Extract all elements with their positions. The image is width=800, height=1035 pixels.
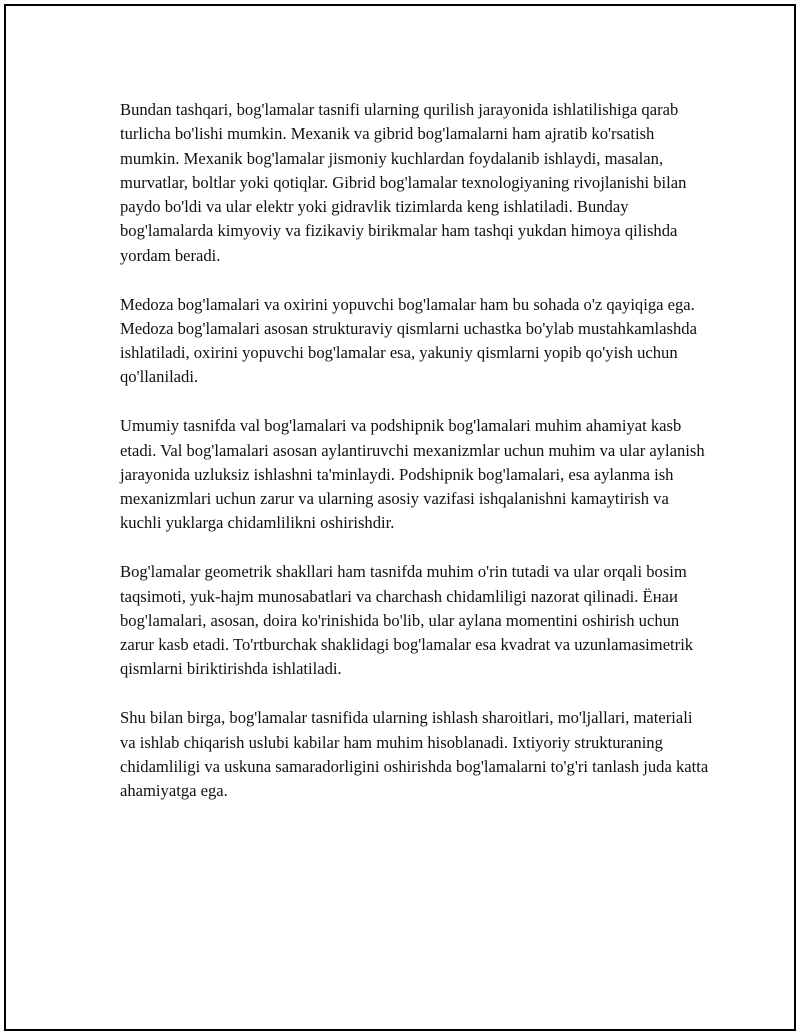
document-body <box>120 98 710 828</box>
paragraph-1: Bundan tashqari, bog'lamalar tasnifi ularning qurilish jarayonida ishlatilishiga qarab turlicha bo'lishi mumkin. Mexanik va gibrid bog'lamalarni ham ajratib ko'rsatish mumkin. Mexanik bog'lamalar jismoniy kuchlardan foydalanib ishlaydi, masalan, murvatlar, boltlar yoki qotiqlar. Gibrid bog'lamalar texnologiyaning rivojlanishi bilan paydo bo'ldi va ular elektr yoki gidravlik tizimlarda keng ishlatiladi. Bunday bog'lamalarda kimyoviy va fizikaviy birikmalar ham tashqi yukdan himoya qilishda yordam beradi. <box>120 100 687 265</box>
paragraph-2: Medoza bog'lamalari va oxirini yopuvchi bog'lamalar ham bu sohada o'z qayiqiga ega. Medoza bog'lamalari asosan strukturaviy qismlarni uchastka bo'ylab mustahkamlashda ishlatiladi, oxirini yopuvchi bog'lamalar esa, yakuniy qismlarni yopib qo'yish uchun qo'llaniladi. <box>120 294 697 387</box>
paragraph-3: Umumiy tasnifda val bog'lamalari va podshipnik bog'lamalari muhim ahamiyat kasb etadi. Val bog'lamalari asosan aylantiruvchi mexanizmlar uchun muhim va ular aylanish jarayonida uzluksiz ishlashni ta'minlaydi. Podshipnik bog'lamalari, esa aylanma ish mexanizmlari uchun zarur va ularning asosiy vazifasi ishqalanishni kamaytirish va kuchli yuklarga chidamlilikni oshirishdir. <box>120 416 705 533</box>
page-border <box>4 4 796 1031</box>
paragraph-5: Shu bilan birga, bog'lamalar tasnifida ularning ishlash sharoitlari, mo'ljallari, materiali va ishlab chiqarish uslubi kabilar ham muhim hisoblanadi. Ixtiyoriy strukturaning chidamliligi va uskuna samaradorligini oshirishda bog'lamalarni to'g'ri tanlash juda katta ahamiyatga ega. <box>120 708 709 801</box>
paragraph-4: Bog'lamalar geometrik shakllari ham tasnifda muhim o'rin tutadi va ular orqali bosim taqsimoti, yuk-hajm munosabatlari va charchash chidamliligi nazorat qilinadi. Ёнаи bog'lamalari, asosan, doira ko'rinishida bo'lib, ular aylana momentini oshirish uchun zarur kasb etadi. To'rtburchak shaklidagi bog'lamalar esa kvadrat va uzunlamasimetrik qismlarni biriktirishda ishlatiladi. <box>120 562 694 679</box>
